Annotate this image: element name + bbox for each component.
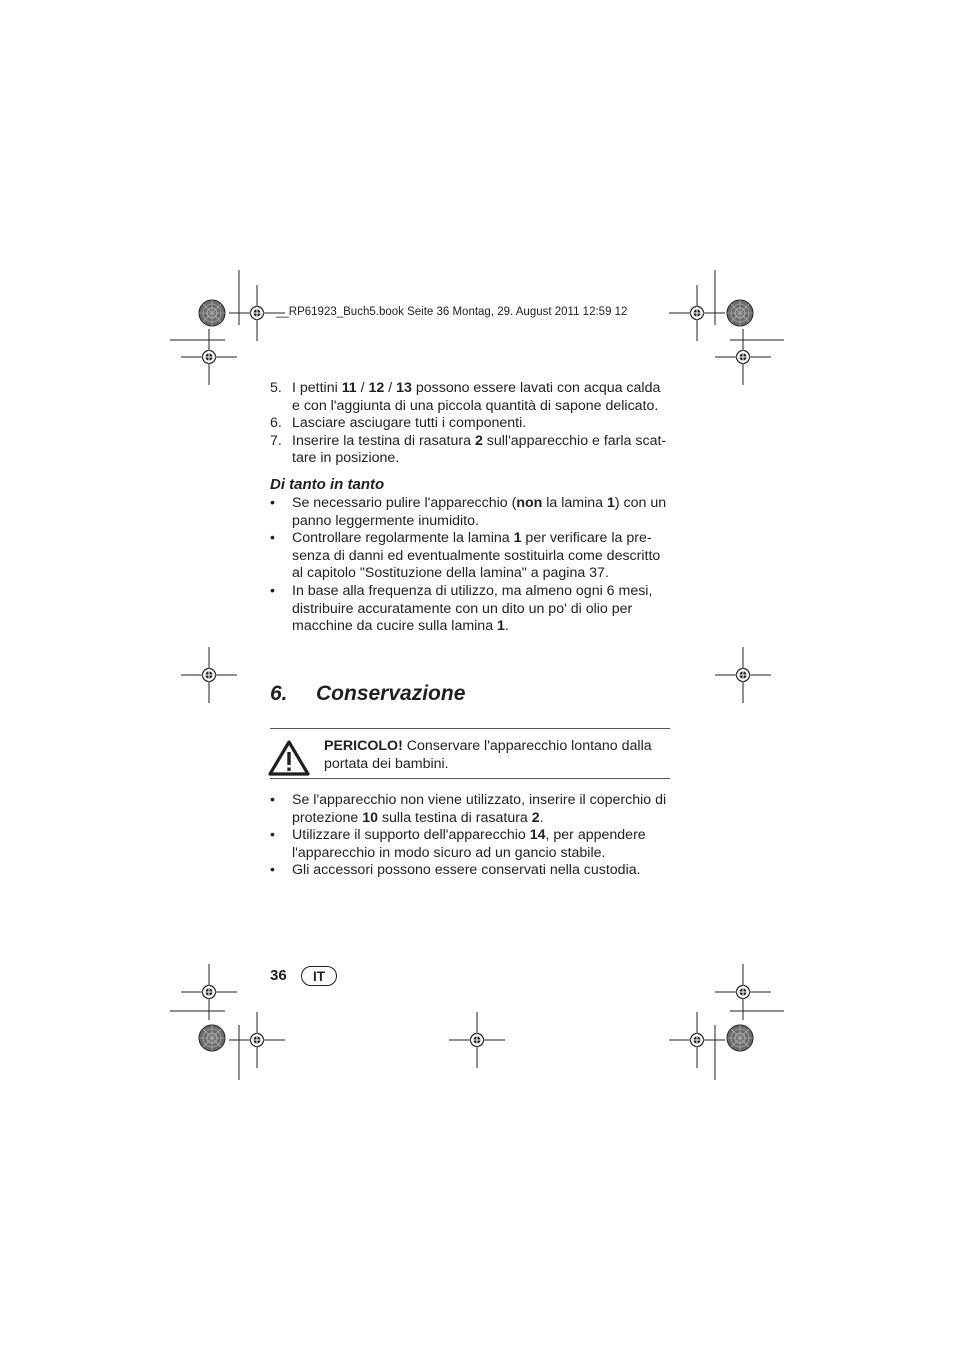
item-text (292, 827, 674, 862)
item-text (292, 433, 674, 468)
warning-text (324, 738, 670, 773)
text-run: protezione (292, 809, 363, 826)
text-run: e con l'aggiunta di una piccola quantità di sapone delicato. (292, 397, 659, 414)
color-wheel-icon (727, 300, 753, 326)
text-run: . (504, 618, 509, 635)
text-line (292, 583, 674, 601)
item-text (292, 495, 674, 530)
text-run: I pettini (292, 380, 342, 396)
color-wheel-icon (199, 300, 225, 326)
text-line (324, 756, 670, 774)
item-text (292, 530, 674, 583)
text-run: al capitolo "Sostituzione della lamina" a pagina 37. (292, 565, 609, 582)
registration-mark-icon (669, 1012, 725, 1068)
item-text (292, 862, 674, 880)
section-number: 6. (270, 682, 288, 705)
text-line (292, 530, 674, 548)
text-line (292, 792, 674, 810)
bold-reference: PERICOLO! (324, 738, 403, 754)
text-line (292, 845, 674, 863)
text-line (292, 601, 674, 619)
text-run: distribuire accuratamente con un dito un po' di olio per (292, 600, 633, 617)
text-run: sulla testina di rasatura (377, 809, 532, 826)
divider (270, 728, 670, 729)
text-run: possono essere lavati con acqua calda (411, 380, 661, 396)
registration-mark-icon (669, 285, 725, 341)
text-run: per verificare la pre- (521, 530, 652, 547)
color-wheel-icon (727, 1025, 753, 1051)
item-number: 5. (270, 380, 282, 396)
text-line (292, 827, 674, 845)
bold-reference: 10 (362, 809, 378, 826)
print-slug: __RP61923_Buch5.book Seite 36 Montag, 29. August 2011 12:59 12 (276, 306, 628, 318)
warning-triangle-icon (268, 740, 310, 776)
text-run: sull'apparecchio e farla scat- (482, 432, 667, 449)
text-run: Gli accessori possono essere conservati nella custodia. (292, 862, 641, 879)
registration-mark-icon (449, 1012, 505, 1068)
registration-mark-icon (181, 964, 237, 1020)
registration-mark-icon (715, 647, 771, 703)
text-line (292, 398, 674, 416)
registration-mark-icon (181, 329, 237, 385)
item-number: 7. (270, 432, 282, 449)
item-text (292, 583, 674, 636)
text-line (292, 618, 674, 636)
text-line (324, 738, 670, 756)
bold-reference: 1 (513, 530, 522, 547)
text-line (292, 862, 674, 880)
section-title: Conservazione (316, 682, 466, 705)
bullet-marker: • (270, 583, 275, 599)
bullet-marker: • (270, 792, 275, 808)
bold-reference: 13 (396, 380, 412, 396)
bold-reference: 2 (531, 809, 540, 826)
text-line (292, 433, 674, 451)
bold-reference: 1 (497, 618, 505, 635)
bold-reference: 1 (606, 495, 615, 511)
item-text (292, 380, 674, 415)
text-line (292, 495, 674, 513)
bullet-marker: • (270, 530, 275, 547)
text-run: Conservare l'apparecchio lontano dalla (402, 738, 652, 754)
text-run: l'apparecchio in modo sicuro ad un gancio stabile. (292, 844, 606, 861)
text-run: / (356, 380, 369, 396)
text-run: macchine da cucire sulla lamina (292, 618, 498, 635)
text-run: ) con un (614, 495, 667, 511)
text-run: senza di danni ed eventualmente sostituirla come descritto (292, 547, 661, 564)
registration-mark-icon (181, 647, 237, 703)
color-wheel-icon (199, 1025, 225, 1051)
subheading: Di tanto in tanto (270, 476, 385, 493)
item-text (292, 415, 674, 433)
text-run: portata dei bambini. (324, 755, 449, 772)
text-run: . (539, 809, 544, 826)
text-line (292, 548, 674, 566)
bullet-marker: • (270, 862, 275, 879)
registration-mark-icon (715, 329, 771, 385)
text-run: panno leggermente inumidito. (292, 512, 479, 529)
item-number: 6. (270, 415, 282, 432)
language-badge: IT (301, 966, 337, 986)
text-run: Se l'apparecchio non viene utilizzato, inserire il coperchio di (292, 792, 667, 808)
text-run: / (384, 380, 397, 396)
text-line (292, 513, 674, 531)
bold-reference: non (516, 495, 543, 511)
bullet-marker: • (270, 827, 275, 844)
text-line (292, 450, 674, 468)
text-run: Inserire la testina di rasatura (292, 432, 475, 449)
text-run: , per appendere (545, 827, 646, 844)
text-run: In base alla frequenza di utilizzo, ma almeno ogni 6 mesi, (292, 583, 653, 599)
text-run: Lasciare asciugare tutti i componenti. (292, 415, 527, 432)
registration-mark-icon (229, 1012, 285, 1068)
page-number: 36 (270, 967, 287, 984)
divider (270, 778, 670, 779)
text-line (292, 565, 674, 583)
bullet-marker: • (270, 495, 275, 511)
registration-mark-icon (715, 964, 771, 1020)
bold-reference: 2 (474, 432, 483, 449)
text-line (292, 415, 674, 433)
text-run: Se necessario pulire l'apparecchio ( (292, 495, 517, 511)
bold-reference: 14 (529, 827, 546, 844)
text-run: tare in posizione. (292, 450, 400, 467)
bold-reference: 11 (341, 380, 357, 396)
text-run: la lamina (542, 495, 607, 511)
bold-reference: 12 (368, 380, 385, 396)
text-line (292, 810, 674, 828)
item-text (292, 792, 674, 827)
text-run: Utilizzare il supporto dell'apparecchio (292, 827, 530, 844)
text-run: Controllare regolarmente la lamina (292, 530, 514, 547)
text-line (292, 380, 674, 398)
